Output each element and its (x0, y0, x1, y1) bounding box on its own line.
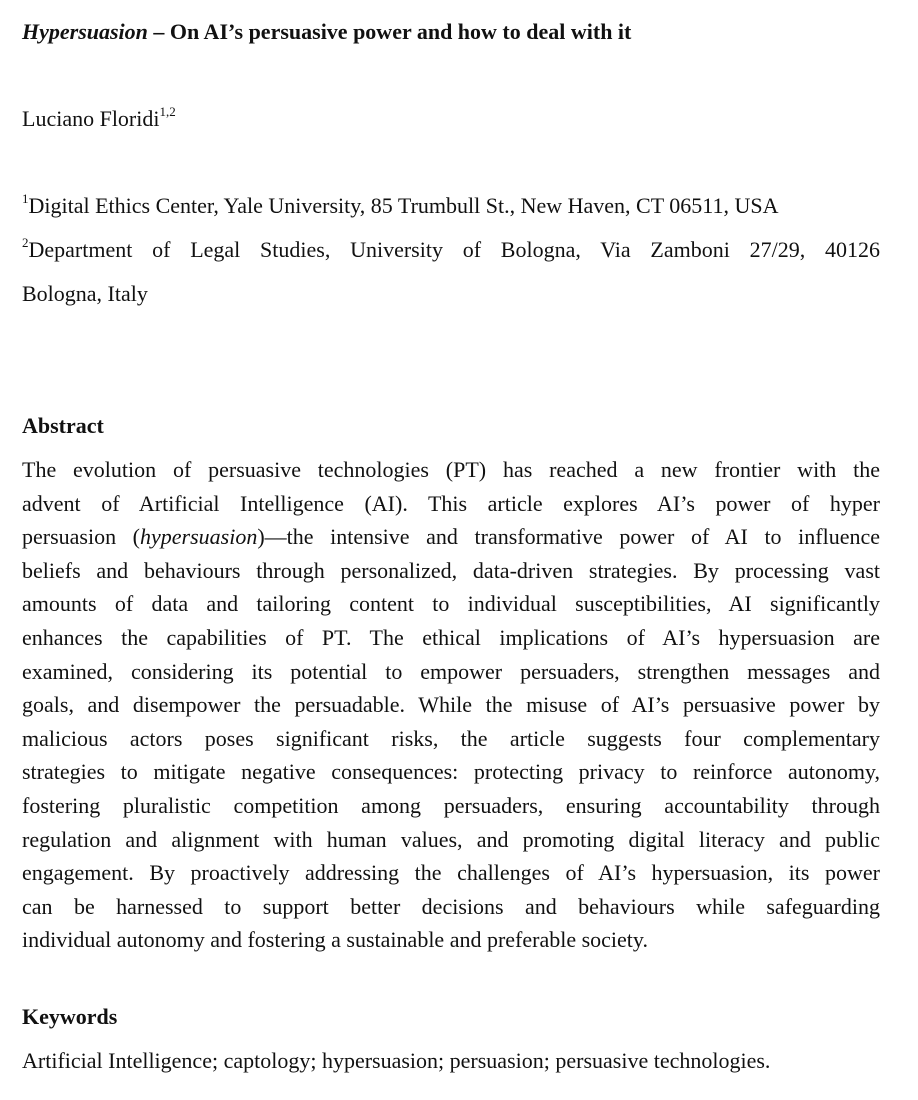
abstract-heading: Abstract (22, 413, 104, 438)
abstract-line (22, 520, 880, 554)
author-affiliation-marks: 1,2 (159, 103, 176, 119)
abstract-line: The evolution of persuasive technologies (PT) has reached a new frontier with the (22, 457, 880, 482)
abstract-line: can be harnessed to support better decisions and behaviours while safeguarding (22, 893, 880, 919)
affiliation-2-line-1 (22, 228, 880, 272)
affiliation-2-mark: 2 (22, 234, 29, 250)
abstract-line: beliefs and behaviours through personalized, data-driven strategies. By processing vast (22, 557, 880, 583)
abstract-body (22, 453, 880, 957)
abstract-line: amounts of data and tailoring content to individual susceptibilities, AI significantly (22, 591, 880, 617)
paper-title-italic: Hypersuasion (22, 19, 148, 44)
paper-title-rest: – On AI’s persuasive power and how to deal with it (147, 19, 632, 44)
affiliation-2 (22, 228, 880, 316)
author-line (22, 104, 176, 134)
affiliation-1 (22, 184, 880, 228)
abstract-line: regulation and alignment with human values, and promoting digital literacy and public (22, 826, 880, 852)
abstract-line: advent of Artificial Intelligence (AI). This article explores AI’s power of hyper (22, 490, 880, 516)
abstract-line: malicious actors poses significant risks, the article suggests four complementary (22, 725, 880, 751)
author-name: Luciano Floridi (22, 106, 160, 131)
keywords-text: Artificial Intelligence; captology; hypersuasion; persuasion; persuasive technologies. (22, 1048, 771, 1073)
abstract-line: individual autonomy and fostering a sustainable and preferable society. (22, 927, 648, 953)
abstract-line: strategies to mitigate negative consequences: protecting privacy to reinforce autonomy, (22, 759, 880, 785)
keywords-heading: Keywords (22, 1004, 118, 1029)
abstract-line: enhances the capabilities of PT. The ethical implications of AI’s hypersuasion are (22, 624, 880, 650)
abstract-line-3-start: persuasion ( (22, 524, 141, 550)
paper-title (22, 17, 880, 47)
abstract-line-3-end: )—the intensive and transformative power of AI to influence (257, 524, 880, 550)
affiliation-1-text: Digital Ethics Center, Yale University, 85 Trumbull St., New Haven, CT 06511, USA (28, 193, 779, 218)
abstract-line: fostering pluralistic competition among persuaders, ensuring accountability through (22, 792, 880, 818)
affiliation-1-mark: 1 (22, 190, 29, 206)
abstract-italic-term: hypersuasion (140, 524, 258, 550)
abstract-line: examined, considering its potential to empower persuaders, strengthen messages and (22, 658, 880, 684)
abstract-line: goals, and disempower the persuadable. While the misuse of AI’s persuasive power by (22, 692, 880, 718)
abstract-line: engagement. By proactively addressing the challenges of AI’s hypersuasion, its power (22, 860, 880, 886)
affiliation-2-text-1: Department of Legal Studies, University of Bologna, Via Zamboni 27/29, 40126 (28, 237, 880, 262)
affiliation-2-text-2: Bologna, Italy (22, 281, 148, 306)
